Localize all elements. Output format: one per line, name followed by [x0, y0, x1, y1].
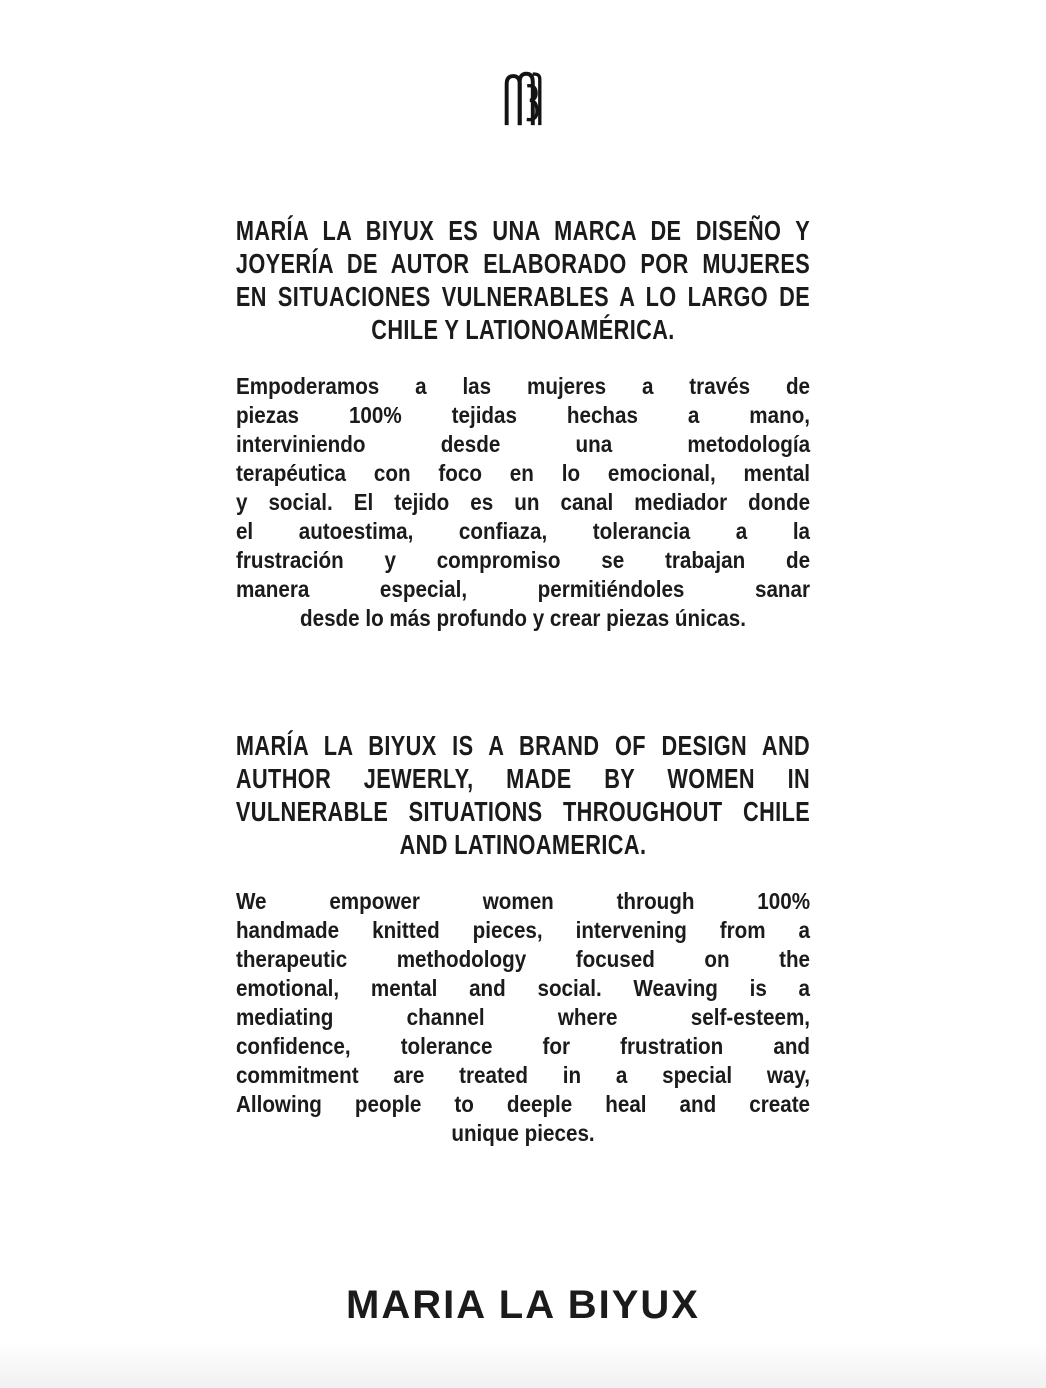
text-line: AUTHOR JEWERLY, MADE BY WOMEN IN [235, 763, 811, 794]
text-line: desde lo más profundo y crear piezas únicas. [299, 605, 747, 631]
text-line: MARÍA LA BIYUX IS A BRAND OF DESIGN AND [235, 730, 811, 761]
text-line: We empower women through 100% [235, 888, 811, 914]
text-line: CHILE Y LATIONOAMÉRICA. [371, 314, 675, 345]
text-line: Allowing people to deeple heal and create [235, 1091, 811, 1117]
content-column [236, 214, 810, 1148]
text-line: commitment are treated in a special way, [235, 1062, 811, 1088]
text-line: handmade knitted pieces, intervening from a [235, 917, 811, 943]
text-line: piezas 100% tejidas hechas a mano, [235, 402, 811, 428]
text-line: AND LATINOAMERICA. [399, 829, 647, 860]
bottom-gradient [0, 1340, 1046, 1388]
text-line: EN SITUACIONES VULNERABLES A LO LARGO DE [235, 281, 811, 312]
text-line: emotional, mental and social. Weaving is a [235, 975, 811, 1001]
text-line: VULNERABLE SITUATIONS THROUGHOUT CHILE [235, 796, 811, 827]
brand-logo [0, 0, 1046, 126]
english-heading [236, 729, 810, 861]
text-line: mediating channel where self-esteem, [235, 1004, 811, 1030]
english-paragraph [236, 887, 810, 1148]
text-line: JOYERÍA DE AUTOR ELABORADO POR MUJERES [235, 248, 811, 279]
text-line: interviniendo desde una metodología [235, 431, 811, 457]
text-line: Empoderamos a las mujeres a través de [235, 373, 811, 399]
text-line: therapeutic methodology focused on the [235, 946, 811, 972]
text-line: terapéutica con foco en lo emocional, mental [235, 460, 811, 486]
spanish-paragraph [236, 372, 810, 633]
text-line: el autoestima, confiaza, tolerancia a la [235, 518, 811, 544]
brand-title: MARIA LA BIYUX [346, 1283, 700, 1327]
text-line: unique pieces. [451, 1120, 595, 1146]
text-line: y social. El tejido es un canal mediador donde [235, 489, 811, 515]
spanish-heading [236, 214, 810, 346]
text-line: confidence, tolerance for frustration and [235, 1033, 811, 1059]
text-line: manera especial, permitiéndoles sanar [235, 576, 811, 602]
text-line: frustración y compromiso se trabajan de [235, 547, 811, 573]
text-line: MARÍA LA BIYUX ES UNA MARCA DE DISEÑO Y [235, 215, 811, 246]
mb-monogram-icon [502, 70, 543, 126]
